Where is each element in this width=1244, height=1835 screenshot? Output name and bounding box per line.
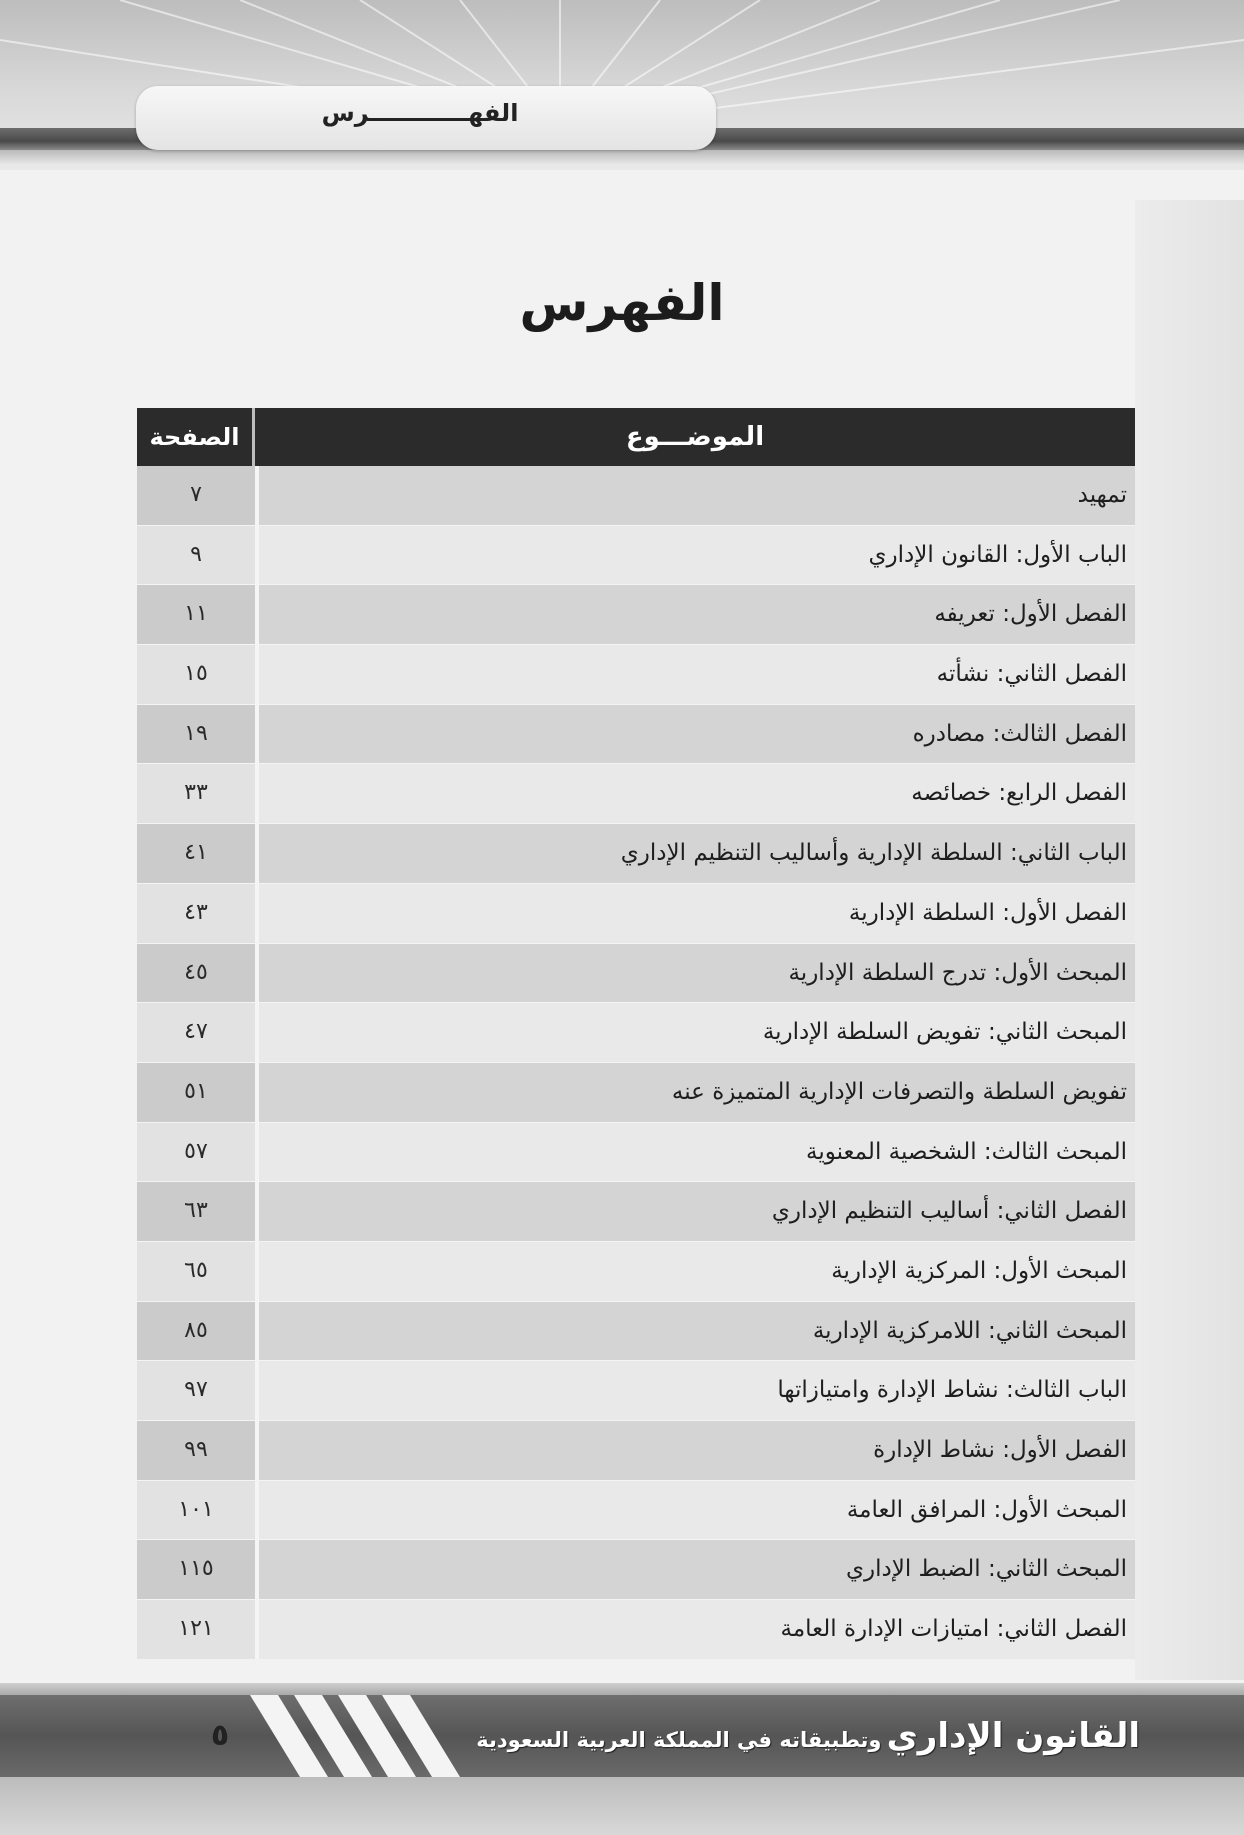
book-title-main: القانون الإداري	[886, 1716, 1140, 1756]
page-number: ٥	[210, 1718, 230, 1753]
table-row	[137, 1122, 1135, 1182]
table-row	[137, 1539, 1135, 1599]
header-band	[0, 0, 1244, 170]
toc-entry-page: ١٢١	[137, 1600, 255, 1659]
table-row	[137, 823, 1135, 883]
table-row	[137, 1599, 1135, 1659]
toc-entry-subject: الفصل الرابع: خصائصه	[255, 764, 1135, 823]
table-row	[137, 1301, 1135, 1361]
table-row	[137, 1002, 1135, 1062]
page-title: الفهرس	[519, 274, 725, 332]
table-row	[137, 525, 1135, 585]
table-row	[137, 1420, 1135, 1480]
table-row	[137, 1360, 1135, 1420]
toc-entry-subject: الفصل الأول: السلطة الإدارية	[255, 884, 1135, 943]
toc-entry-page: ٤٧	[137, 1003, 255, 1062]
subject-column-header: الموضـــوع	[252, 408, 1135, 466]
toc-entry-page: ٤١	[137, 824, 255, 883]
table-row	[137, 704, 1135, 764]
table-row	[137, 943, 1135, 1003]
book-title-rest: وتطبيقاته في المملكة العربية السعودية	[476, 1728, 882, 1752]
toc-entry-page: ٧	[137, 466, 255, 525]
toc-entry-page: ٣٣	[137, 764, 255, 823]
toc-entry-subject: الباب الأول: القانون الإداري	[255, 526, 1135, 585]
toc-body	[137, 466, 1135, 1659]
toc-entry-subject: الفصل الثاني: نشأته	[255, 645, 1135, 704]
table-row	[137, 1062, 1135, 1122]
toc-entry-subject: الفصل الثالث: مصادره	[255, 705, 1135, 764]
toc-header-row	[137, 408, 1135, 466]
table-row	[137, 644, 1135, 704]
toc-entry-subject: الباب الثالث: نشاط الإدارة وامتيازاتها	[255, 1361, 1135, 1420]
table-row	[137, 883, 1135, 943]
toc-entry-page: ٥٧	[137, 1123, 255, 1182]
toc-entry-subject: تفويض السلطة والتصرفات الإدارية المتميزة عنه	[255, 1063, 1135, 1122]
toc-entry-page: ١٥	[137, 645, 255, 704]
toc-entry-subject: المبحث الثالث: الشخصية المعنوية	[255, 1123, 1135, 1182]
toc-entry-subject: المبحث الأول: المرافق العامة	[255, 1481, 1135, 1540]
footer-diagonal-stripes	[250, 1695, 510, 1777]
toc-entry-page: ٦٥	[137, 1242, 255, 1301]
header-light-line	[0, 150, 1244, 164]
toc-entry-page: ٩٩	[137, 1421, 255, 1480]
toc-entry-page: ٩٧	[137, 1361, 255, 1420]
table-row	[137, 1241, 1135, 1301]
toc-entry-page: ٥١	[137, 1063, 255, 1122]
running-header-title: الفهــــــــــــرس	[321, 99, 519, 127]
page-margin-shade	[1135, 200, 1244, 1680]
toc-entry-page: ١١	[137, 585, 255, 644]
toc-entry-subject: الفصل الثاني: أساليب التنظيم الإداري	[255, 1182, 1135, 1241]
toc-entry-subject: المبحث الأول: تدرج السلطة الإدارية	[255, 944, 1135, 1003]
toc-table	[137, 408, 1135, 1659]
footer-top-stripe	[0, 1683, 1244, 1695]
table-row	[137, 466, 1135, 525]
toc-entry-subject: المبحث الثاني: تفويض السلطة الإدارية	[255, 1003, 1135, 1062]
toc-entry-subject: المبحث الثاني: الضبط الإداري	[255, 1540, 1135, 1599]
toc-entry-subject: الفصل الثاني: امتيازات الإدارة العامة	[255, 1600, 1135, 1659]
table-row	[137, 763, 1135, 823]
footer-book-title	[476, 1706, 1140, 1766]
table-row	[137, 1181, 1135, 1241]
toc-entry-page: ٨٥	[137, 1302, 255, 1361]
table-row	[137, 1480, 1135, 1540]
toc-entry-page: ١٩	[137, 705, 255, 764]
toc-entry-page: ٩	[137, 526, 255, 585]
footer-light-bar	[0, 1777, 1244, 1835]
toc-entry-page: ١١٥	[137, 1540, 255, 1599]
toc-entry-page: ٤٣	[137, 884, 255, 943]
toc-entry-subject: المبحث الأول: المركزية الإدارية	[255, 1242, 1135, 1301]
toc-entry-page: ١٠١	[137, 1481, 255, 1540]
toc-entry-subject: الفصل الأول: تعريفه	[255, 585, 1135, 644]
page-column-header: الصفحة	[149, 423, 240, 451]
toc-entry-subject: المبحث الثاني: اللامركزية الإدارية	[255, 1302, 1135, 1361]
toc-entry-page: ٤٥	[137, 944, 255, 1003]
table-row	[137, 584, 1135, 644]
toc-entry-subject: الفصل الأول: نشاط الإدارة	[255, 1421, 1135, 1480]
toc-entry-subject: تمهيد	[255, 466, 1135, 525]
toc-entry-page: ٦٣	[137, 1182, 255, 1241]
toc-entry-subject: الباب الثاني: السلطة الإدارية وأساليب التنظيم الإداري	[255, 824, 1135, 883]
